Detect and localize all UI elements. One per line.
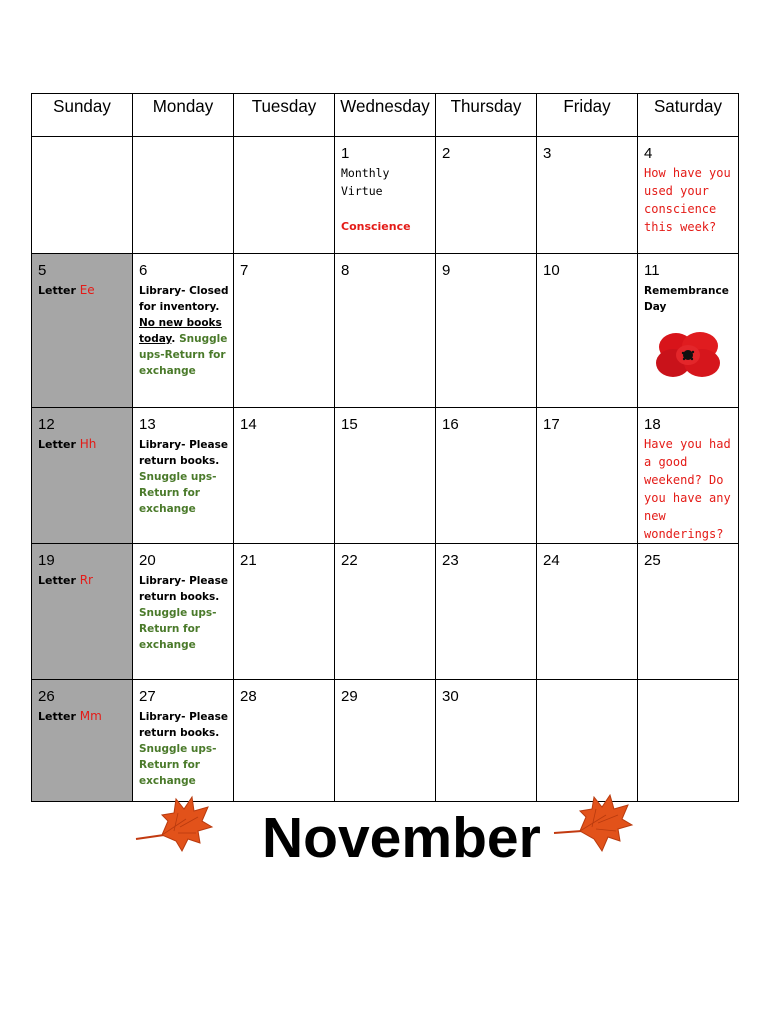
header-saturday: Saturday (638, 92, 739, 137)
snuggle-note: Snuggle ups-Return for exchange (139, 607, 217, 651)
letter-value: Rr (79, 573, 93, 587)
day-number: 23 (442, 552, 459, 569)
day-cell (335, 680, 436, 802)
day-note (341, 164, 435, 236)
letter-value: Hh (79, 437, 97, 451)
letter-of-week (38, 573, 132, 587)
day-number: 13 (139, 416, 156, 433)
header-tuesday: Tuesday (234, 92, 335, 137)
letter-of-week (38, 709, 132, 723)
day-number: 26 (38, 688, 55, 705)
header-wednesday: Wednesday (335, 92, 436, 137)
library-note: Library- Please return books. (139, 575, 228, 603)
day-cell (638, 137, 739, 254)
day-cell (638, 544, 739, 680)
day-cell (234, 408, 335, 544)
letter-prefix: Letter (38, 574, 76, 587)
day-cell (436, 254, 537, 408)
day-cell (537, 544, 638, 680)
day-number: 12 (38, 416, 55, 433)
maple-leaf-icon (552, 793, 634, 857)
maple-leaf-icon (134, 793, 214, 857)
weekday-header-row (32, 94, 739, 137)
day-number: 2 (442, 145, 451, 162)
day-cell (537, 137, 638, 254)
week-row (32, 137, 739, 254)
day-number: 1 (341, 145, 350, 162)
letter-of-week (38, 437, 132, 451)
day-note: Have you had a good weekend? Do you have any new wonderings? (644, 437, 731, 541)
day-cell (133, 544, 234, 680)
day-number: 4 (644, 145, 653, 162)
day-cell (32, 254, 133, 408)
day-number: 11 (644, 262, 660, 279)
snuggle-note: Snuggle ups-Return for exchange (139, 743, 217, 787)
month-title: November (262, 806, 541, 870)
day-number: 25 (644, 552, 661, 569)
day-cell (436, 137, 537, 254)
day-cell (32, 408, 133, 544)
day-note (139, 709, 233, 789)
day-cell (335, 254, 436, 408)
empty-day-cell (133, 137, 234, 254)
day-number: 16 (442, 416, 459, 433)
day-number: 5 (38, 262, 47, 279)
day-cell (537, 408, 638, 544)
header-monday: Monday (133, 92, 234, 137)
day-cell (234, 680, 335, 802)
snuggle-note: Snuggle ups-Return for exchange (139, 333, 228, 377)
day-cell (133, 680, 234, 802)
day-cell (32, 544, 133, 680)
day-cell (638, 254, 739, 408)
empty-day-cell (234, 137, 335, 254)
letter-value: Ee (79, 283, 95, 297)
empty-day-cell (32, 137, 133, 254)
header-friday: Friday (537, 92, 638, 137)
week-row (32, 544, 739, 680)
no-books-note: No new books today (139, 317, 222, 345)
day-note: How have you used your conscience this week? (644, 166, 731, 234)
day-cell (436, 544, 537, 680)
monthly-virtue-label: Monthly Virtue (341, 166, 390, 198)
library-note: Library- Please return books. (139, 439, 228, 467)
library-note: Library- Please return books. (139, 711, 228, 739)
day-number: 17 (543, 416, 560, 433)
calendar-grid (31, 93, 739, 802)
day-number: 10 (543, 262, 560, 279)
day-note: Library- Closed for inventory. No new books today. Snuggle ups-Return for exchange (139, 285, 229, 377)
day-note (139, 573, 233, 653)
week-row (32, 254, 739, 408)
day-cell (638, 408, 739, 544)
day-cell (32, 680, 133, 802)
header-thursday: Thursday (436, 92, 537, 137)
letter-prefix: Letter (38, 710, 76, 723)
remembrance-day-note: Remembrance Day (644, 285, 729, 313)
day-cell (133, 408, 234, 544)
day-number: 15 (341, 416, 358, 433)
letter-of-week (38, 283, 132, 297)
day-number: 19 (38, 552, 55, 569)
day-number: 14 (240, 416, 257, 433)
day-note (139, 437, 233, 517)
day-number: 30 (442, 688, 459, 705)
day-cell (234, 254, 335, 408)
letter-prefix: Letter (38, 438, 76, 451)
snuggle-note: Snuggle ups-Return for exchange (139, 471, 217, 515)
day-number: 9 (442, 262, 451, 279)
week-row (32, 680, 739, 802)
day-cell (335, 408, 436, 544)
day-number: 28 (240, 688, 257, 705)
poppy-flower-icon (654, 327, 722, 383)
week-row (32, 408, 739, 544)
day-cell (133, 254, 234, 408)
day-number: 8 (341, 262, 350, 279)
day-cell (537, 254, 638, 408)
day-number: 3 (543, 145, 552, 162)
day-cell (436, 680, 537, 802)
day-cell (436, 408, 537, 544)
day-number: 21 (240, 552, 257, 569)
library-note: Library- Closed for inventory. (139, 285, 229, 313)
day-number: 18 (644, 416, 661, 433)
day-number: 29 (341, 688, 358, 705)
virtue-name: Conscience (341, 220, 411, 233)
day-cell (335, 544, 436, 680)
day-number: 24 (543, 552, 560, 569)
letter-value: Mm (79, 709, 102, 723)
empty-day-cell (638, 680, 739, 802)
day-number: 6 (139, 262, 148, 279)
letter-prefix: Letter (38, 284, 76, 297)
day-number: 27 (139, 688, 156, 705)
day-cell (234, 544, 335, 680)
day-number: 7 (240, 262, 249, 279)
day-number: 22 (341, 552, 358, 569)
day-cell (335, 137, 436, 254)
empty-day-cell (537, 680, 638, 802)
header-sunday: Sunday (32, 92, 133, 137)
day-number: 20 (139, 552, 156, 569)
